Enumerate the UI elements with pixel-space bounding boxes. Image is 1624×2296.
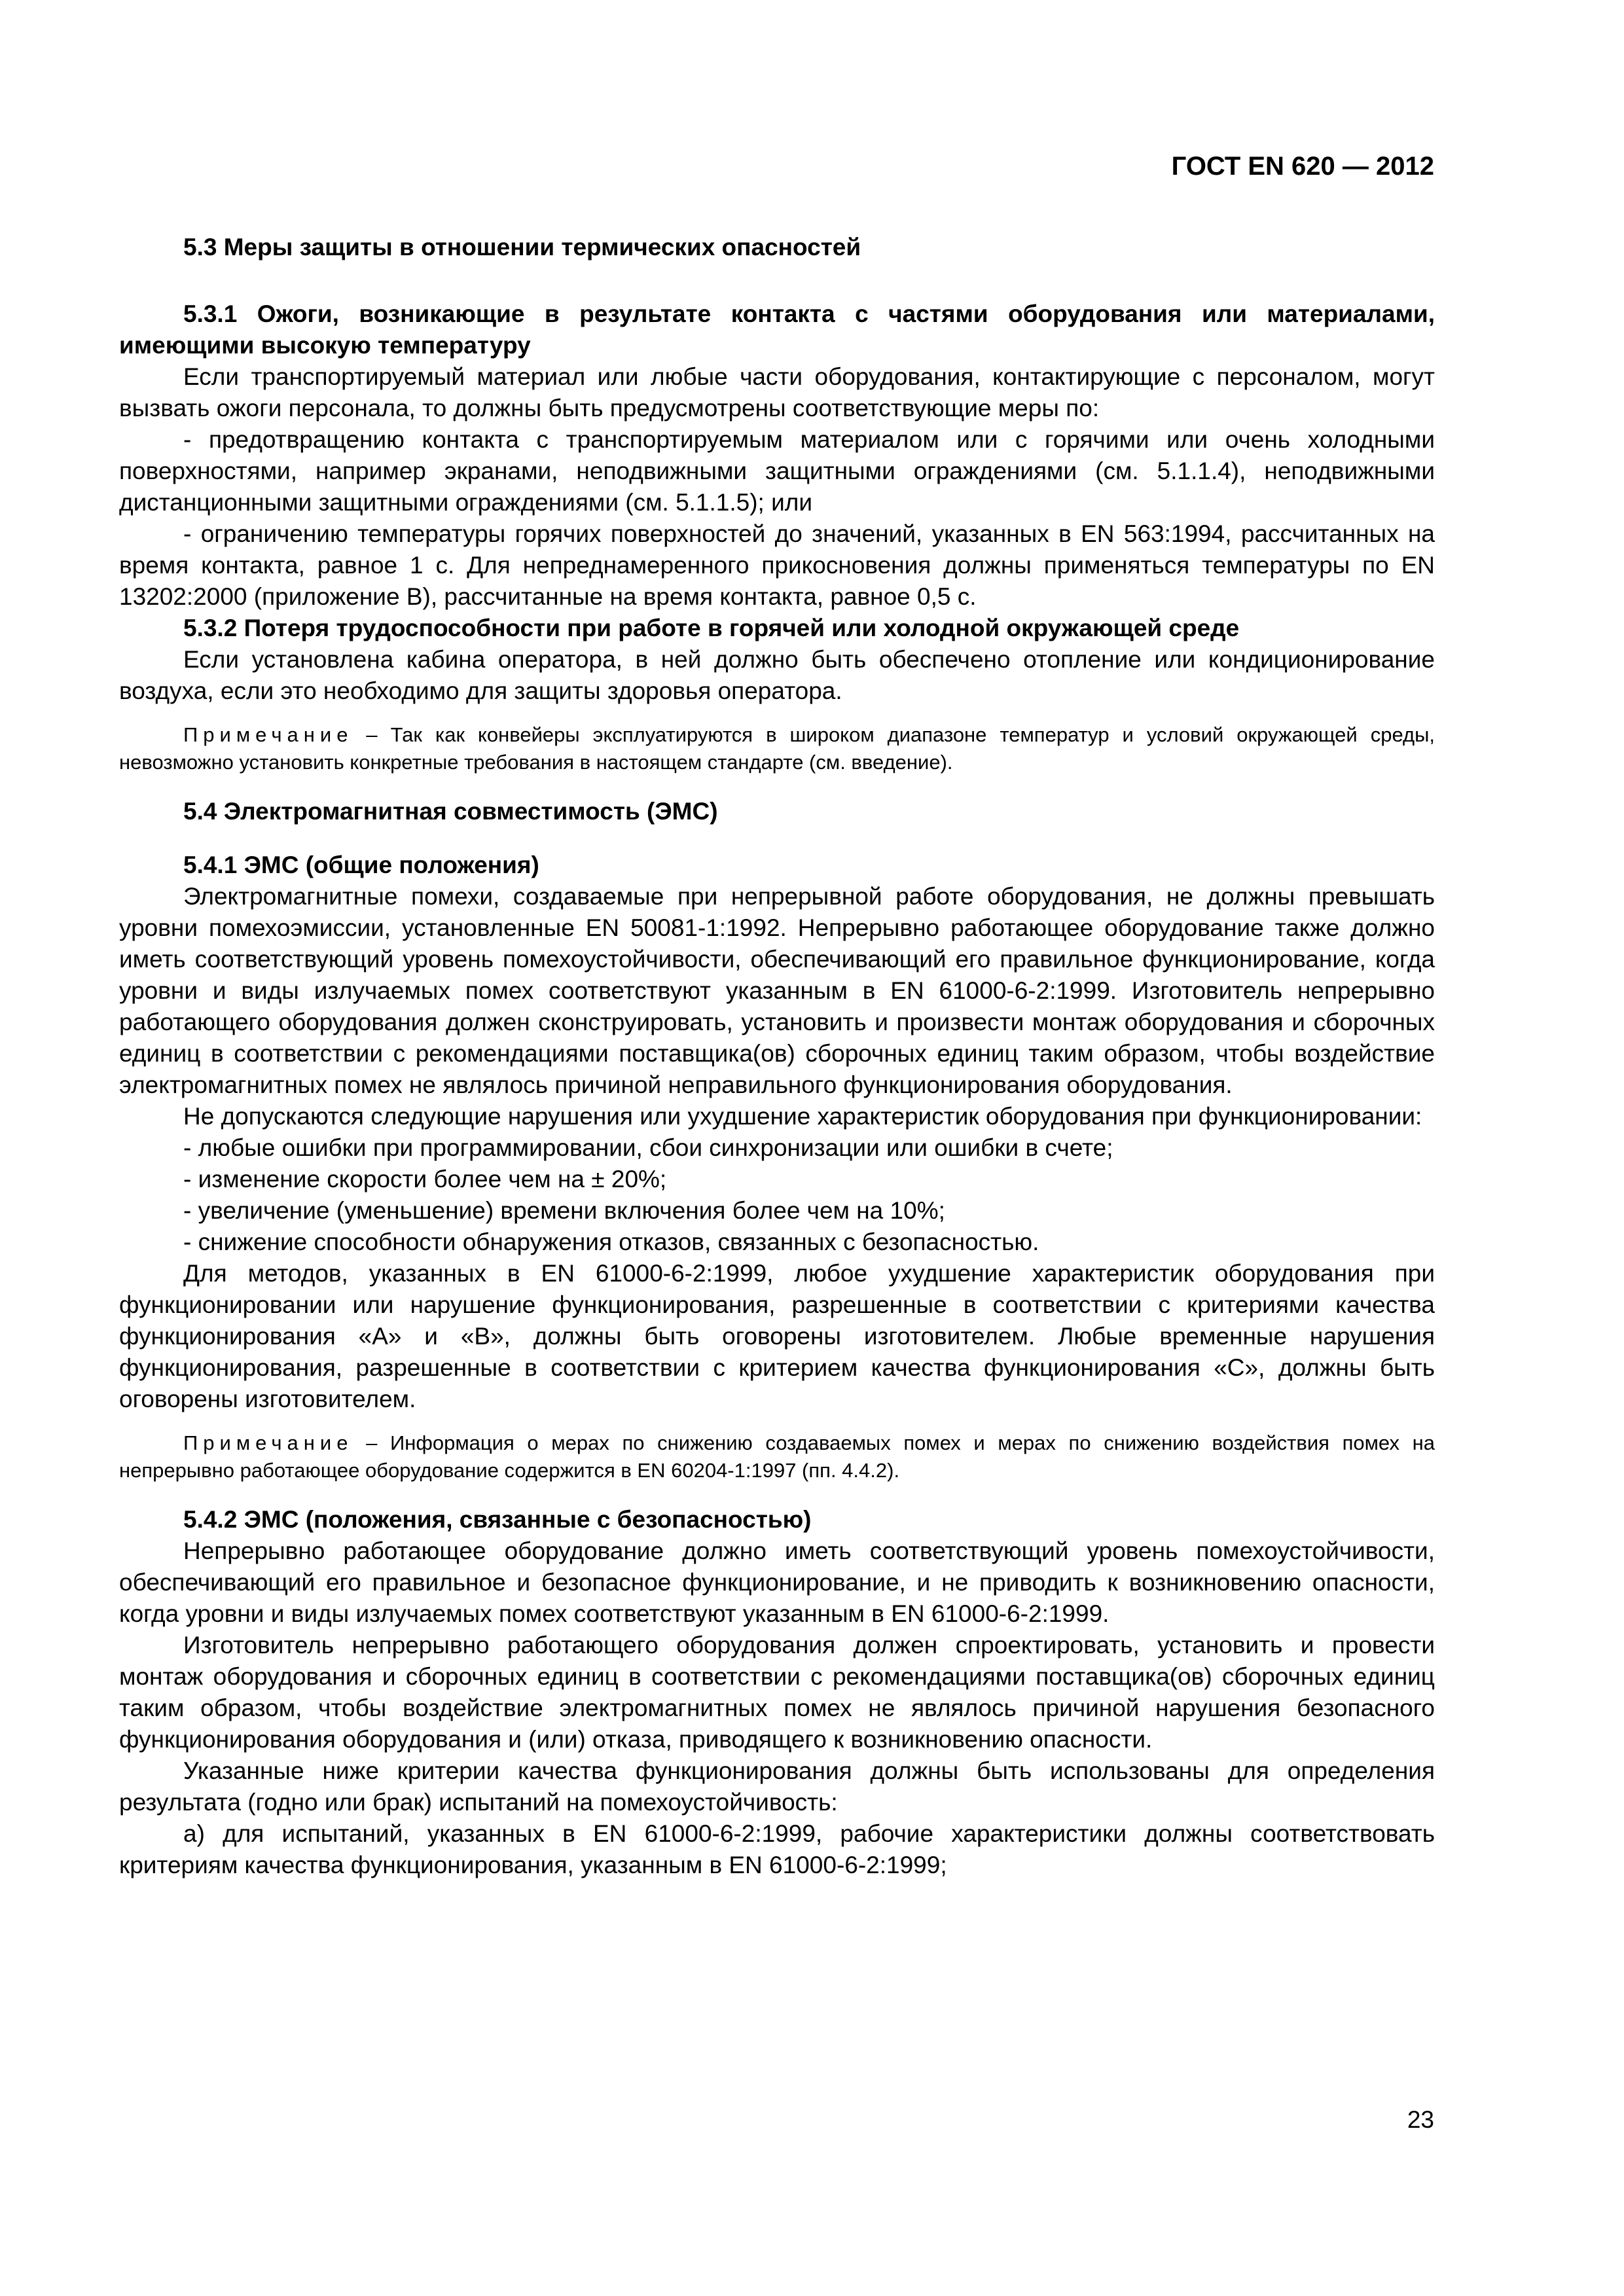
section-5-3-2-title: 5.3.2 Потеря трудоспособности при работе в горячей или холодной окружающей среде: [183, 615, 1240, 641]
list-item: - изменение скорости более чем на ± 20%;: [183, 1166, 667, 1193]
list-item: - ограничению температуры горячих поверхностей до значений, указанных в EN 563:1994, рассчитанных на время контакта, равное 1 с. Для непреднамеренного прикосновения должны применяться температуры по EN 13202:2000 (приложение В), рассчитанные на время контакта, равное 0,5 с.: [119, 520, 1435, 610]
paragraph: Изготовитель непрерывно работающего оборудования должен спроектировать, установить и провести монтаж оборудования и сборочных единиц в соответствии с рекомендациями поставщика(ов) сборочных единиц таким образом, чтобы воздействие электромагнитных помех не являлось причиной нарушения безопасного функционирования оборудования и (или) отказа, приводящего к возникновению опасности.: [119, 1632, 1435, 1753]
note: [119, 1429, 1435, 1484]
section-5-4-1-title: 5.4.1 ЭМС (общие положения): [183, 852, 539, 878]
paragraph: Если транспортируемый материал или любые части оборудования, контактирующие с персоналом, могут вызвать ожоги персонала, то должны быть предусмотрены соответствующие меры по:: [119, 363, 1435, 422]
list-item: - увеличение (уменьшение) времени включения более чем на 10%;: [183, 1197, 945, 1224]
list-item: - любые ошибки при программировании, сбои синхронизации или ошибки в счете;: [183, 1134, 1113, 1161]
section-5-3-title: 5.3 Меры защиты в отношении термических опасностей: [183, 234, 861, 260]
list-item: а) для испытаний, указанных в EN 61000-6-2:1999, рабочие характеристики должны соответствовать критериям качества функционирования, указанным в EN 61000-6-2:1999;: [119, 1820, 1435, 1878]
list-item: - предотвращению контакта с транспортируемым материалом или с горячими или очень холодными поверхностями, например экранами, неподвижными защитными ограждениями (см. 5.1.1.4), неподвижными дистанционными защитными ограждениями (см. 5.1.1.5); или: [119, 426, 1435, 516]
note: [119, 721, 1435, 776]
note-label: Примечание: [183, 1431, 353, 1454]
paragraph: Для методов, указанных в EN 61000-6-2:1999, любое ухудшение характеристик оборудования при функционировании или нарушение функционирования, разрешенные в соответствии с критериями качества функционирования «А» и «В», должны быть оговорены изготовителем. Любые временные нарушения функционирования, разрешенные в соответствии с критерием качества функционирования «С», должны быть оговорены изготовителем.: [119, 1260, 1435, 1412]
section-5-3-1-title: 5.3.1 Ожоги, возникающие в результате контакта с частями оборудования или материалами, имеющими высокую температуру: [119, 300, 1435, 359]
paragraph: Не допускаются следующие нарушения или ухудшение характеристик оборудования при функционировании:: [183, 1103, 1422, 1130]
section-5-4-title: 5.4 Электромагнитная совместимость (ЭМС): [183, 798, 718, 825]
paragraph: Непрерывно работающее оборудование должно иметь соответствующий уровень помехоустойчивости, обеспечивающий его правильное и безопасное функционирование, и не приводить к возникновению опасности, когда уровни и виды излучаемых помех соответствуют указанным в EN 61000-6-2:1999.: [119, 1537, 1435, 1627]
note-label: Примечание: [183, 723, 353, 746]
note-text: – Так как конвейеры эксплуатируются в широком диапазоне температур и условий окружающей среды, невозможно установить конкретные требования в настоящем стандарте (см. введение).: [119, 723, 1435, 774]
page-number: 23: [1407, 2106, 1434, 2133]
note-text: – Информация о мерах по снижению создаваемых помех и мерах по снижению воздействия помех на непрерывно работающее оборудование содержится в EN 60204-1:1997 (пп. 4.4.2).: [119, 1431, 1435, 1482]
paragraph: Указанные ниже критерии качества функционирования должны быть использованы для определения результата (годно или брак) испытаний на помехоустойчивость:: [119, 1757, 1435, 1816]
document-header: ГОСТ EN 620 — 2012: [1171, 152, 1434, 181]
list-item: - снижение способности обнаружения отказов, связанных с безопасностью.: [183, 1229, 1039, 1255]
paragraph: Если установлена кабина оператора, в ней должно быть обеспечено отопление или кондиционирование воздуха, если это необходимо для защиты здоровья оператора.: [119, 646, 1435, 704]
section-5-4-2-title: 5.4.2 ЭМС (положения, связанные с безопасностью): [183, 1506, 812, 1533]
paragraph: Электромагнитные помехи, создаваемые при непрерывной работе оборудования, не должны превышать уровни помехоэмиссии, установленные EN 50081-1:1992. Непрерывно работающее оборудование также должно иметь соответствующий уровень помехоустойчивости, обеспечивающий его правильное функционирование, когда уровни и виды излучаемых помех соответствуют указанным в EN 61000-6-2:1999. Изготовитель непрерывно работающего оборудования должен сконструировать, установить и произвести монтаж оборудования и сборочных единиц в соответствии с рекомендациями поставщика(ов) сборочных единиц таким образом, чтобы воздействие электромагнитных помех не являлось причиной неправильного функционирования оборудования.: [119, 883, 1435, 1098]
page-body: [119, 232, 1435, 1881]
